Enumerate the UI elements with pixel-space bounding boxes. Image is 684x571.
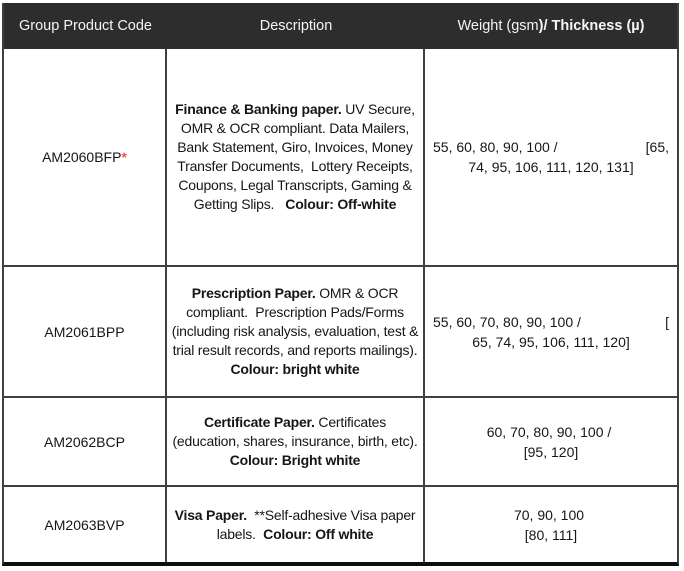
weight-line1 <box>433 137 669 157</box>
code-asterisk: * <box>121 149 127 165</box>
table-body <box>4 49 677 562</box>
weight-line1-left: 60, 70, 80, 90, 100 / <box>486 423 612 440</box>
weight-thickness-cell <box>425 49 677 265</box>
weight-thickness-cell <box>425 267 677 396</box>
product-code-value <box>44 434 125 450</box>
product-code: AM2061BPP <box>44 323 125 340</box>
product-code-cell <box>4 398 167 485</box>
weight-line1 <box>433 312 669 332</box>
header-group-product-code: Group Product Code <box>19 18 152 34</box>
weight-line1-left: 55, 60, 70, 80, 90, 100 / <box>433 313 581 330</box>
description-text: Visa Paper. **Self-adhesive Visa paper labels. Colour: Off white <box>174 506 420 542</box>
weight-thickness-cell <box>425 398 677 485</box>
weight-line2: [95, 120] <box>523 443 579 460</box>
product-spec-table <box>2 3 679 566</box>
product-code-cell <box>4 267 167 396</box>
weight-line1-left: 70, 90, 100 <box>513 506 585 523</box>
header-description: Description <box>259 18 333 34</box>
product-code-cell <box>4 487 167 562</box>
weight-line1-right: [ <box>665 313 669 330</box>
weight-line1-left: 55, 60, 80, 90, 100 / <box>433 139 558 155</box>
weight-line2: 65, 74, 95, 106, 111, 120] <box>472 333 630 350</box>
weight-line1-right: [65, <box>645 139 669 155</box>
description-cell <box>167 398 425 485</box>
description-cell <box>167 267 425 396</box>
product-code-value <box>44 517 124 533</box>
description-text: Certificate Paper. Certificates (education, shares, insurance, birth, etc). Colour: Bright white <box>172 414 425 468</box>
header-weight-thickness: Weight (gsm )/ Thickness (µ) <box>457 18 645 34</box>
description-cell <box>167 49 425 265</box>
table-header-row <box>4 3 677 49</box>
weight-thickness-cell <box>425 487 677 562</box>
weight-line2: 74, 95, 106, 111, 120, 131] <box>468 159 634 175</box>
weight-line1 <box>433 505 669 525</box>
product-code: AM2060BFP <box>42 149 122 165</box>
table-row <box>4 49 677 267</box>
product-code: AM2062BCP <box>44 433 125 450</box>
weight-line2: [80, 111] <box>524 526 578 543</box>
product-code-cell <box>4 49 167 265</box>
product-code: AM2063BVP <box>44 516 125 533</box>
table-row <box>4 267 677 398</box>
table-row <box>4 398 677 487</box>
table-row <box>4 487 677 562</box>
description-cell <box>167 487 425 562</box>
product-code-value <box>44 324 124 340</box>
product-code-value <box>42 149 127 165</box>
weight-line1 <box>433 422 669 442</box>
description-text: Prescription Paper. OMR & OCR compliant. Prescription Pads/Forms (including risk analysis, evaluation, test & trial result records, and reports mailings). Colour: bright white <box>171 285 425 377</box>
description-text: Finance & Banking paper. UV Secure, OMR & OCR compliant. Data Mailers, Bank Statement, Giro, Invoices, Money Transfer Documents, Lottery Receipts, Coupons, Legal Transcripts, Gaming & Getting Slips. Colour: Off-white <box>175 101 419 212</box>
